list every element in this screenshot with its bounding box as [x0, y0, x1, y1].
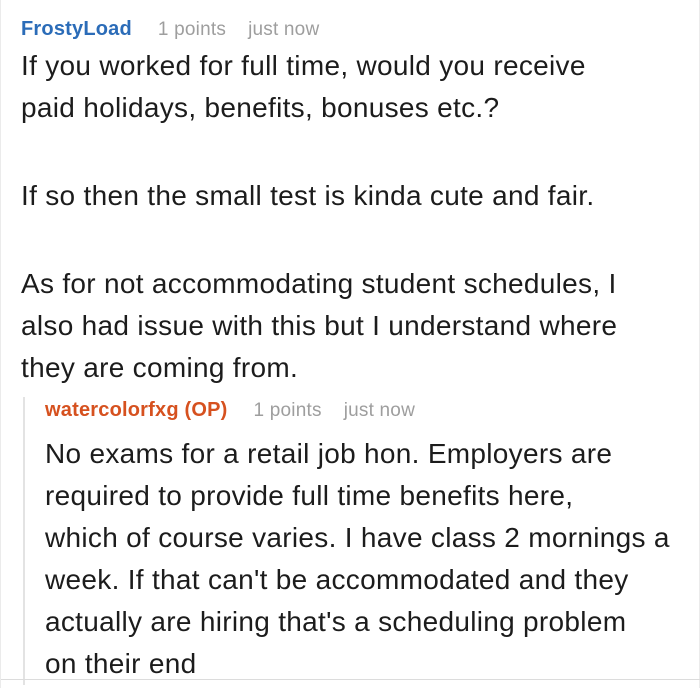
comment-text-line: they are coming from.: [21, 352, 299, 383]
comment-author-link[interactable]: FrostyLoad: [21, 18, 132, 40]
reply-header: [45, 397, 673, 424]
reply-comment: [23, 397, 673, 685]
comment-paragraph: [21, 45, 673, 129]
comment-body: [21, 45, 673, 389]
reply-text-line: on their end: [45, 648, 197, 679]
reply-paragraph: [45, 433, 673, 685]
reply-points: 1 points: [253, 400, 322, 421]
comment-text-line: If so then the small test is kinda cute and fair.: [21, 180, 595, 211]
reply-author-link[interactable]: watercolorfxg (OP): [45, 399, 228, 421]
reply-text-line: No exams for a retail job hon. Employers are: [45, 438, 613, 469]
section-divider: [1, 679, 700, 680]
comment-points: 1 points: [157, 19, 227, 40]
comment-text-line: As for not accommodating student schedules, I: [21, 268, 617, 299]
comment-timestamp: just now: [248, 19, 320, 40]
reply-text-line: actually are hiring that's a scheduling problem: [45, 606, 627, 637]
comment-header: [21, 16, 673, 43]
comment-paragraph: [21, 175, 673, 217]
comment-text-line: also had issue with this but I understand where: [21, 310, 618, 341]
comment-paragraph: [21, 263, 673, 389]
reply-body: [45, 433, 673, 685]
reply-text-line: which of course varies. I have class 2 mornings a: [45, 522, 670, 553]
comment: [21, 16, 673, 389]
comment-text-line: paid holidays, benefits, bonuses etc.?: [21, 92, 500, 123]
reply-text-line: required to provide full time benefits here,: [45, 480, 574, 511]
reply-text-line: week. If that can't be accommodated and they: [45, 564, 629, 595]
comment-text-line: If you worked for full time, would you receive: [21, 50, 586, 81]
reply-timestamp: just now: [343, 400, 415, 421]
